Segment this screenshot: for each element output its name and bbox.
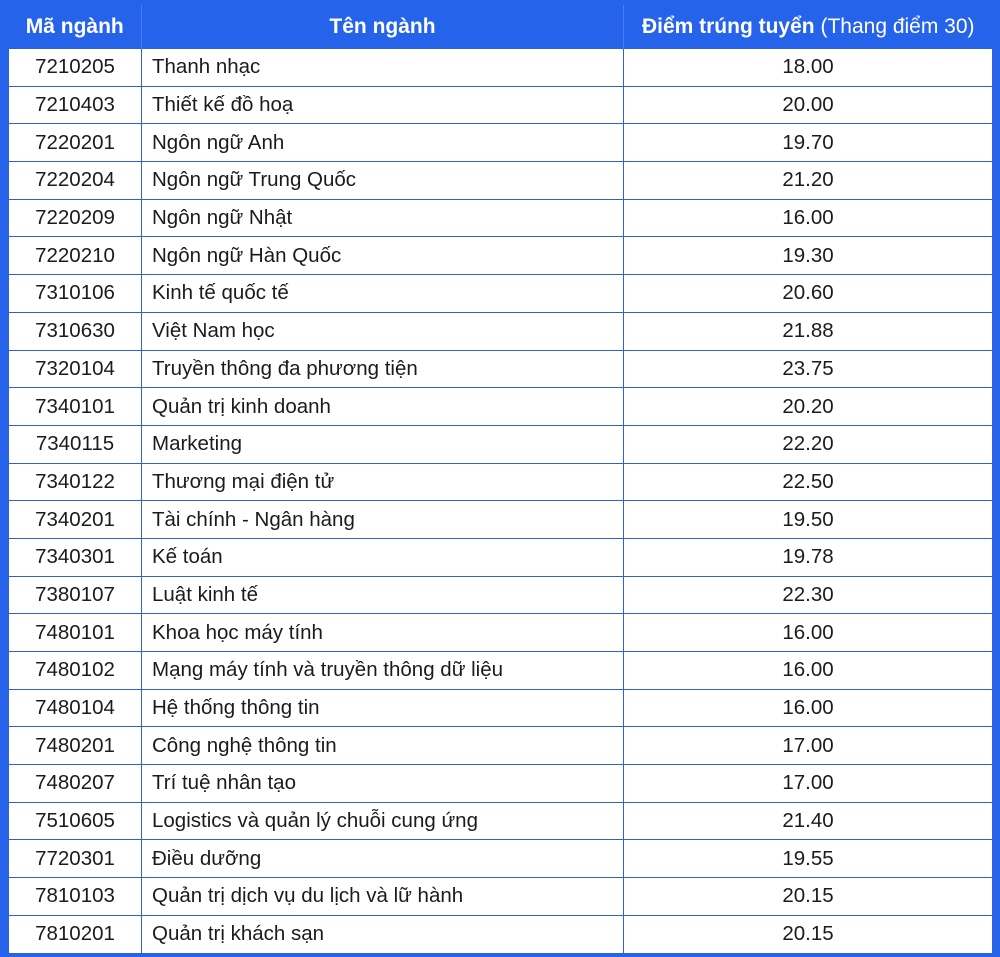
row-score: 20.60 [624,275,993,313]
table-row [9,765,993,803]
row-name: Mạng máy tính và truyền thông dữ liệu [142,652,624,690]
row-score: 22.30 [624,576,993,614]
row-score: 20.15 [624,878,993,916]
row-code: 7220209 [9,199,142,237]
row-code: 7340301 [9,538,142,576]
row-code: 7210403 [9,86,142,124]
row-name: Ngôn ngữ Trung Quốc [142,162,624,200]
row-score: 20.00 [624,86,993,124]
table-row [9,199,993,237]
row-name: Quản trị kinh doanh [142,388,624,426]
table-row [9,425,993,463]
row-score: 23.75 [624,350,993,388]
row-name: Kế toán [142,538,624,576]
table-row [9,124,993,162]
row-score: 19.70 [624,124,993,162]
row-code: 7340201 [9,501,142,539]
header-code: Mã ngành [9,5,142,49]
row-name: Thương mại điện tử [142,463,624,501]
admission-scores-table-container [8,5,992,954]
row-score: 16.00 [624,689,993,727]
table-row [9,652,993,690]
row-name: Thiết kế đồ hoạ [142,86,624,124]
row-code: 7210205 [9,49,142,87]
table-row [9,689,993,727]
row-code: 7310630 [9,312,142,350]
row-code: 7480101 [9,614,142,652]
row-code: 7480102 [9,652,142,690]
row-name: Ngôn ngữ Hàn Quốc [142,237,624,275]
row-code: 7720301 [9,840,142,878]
header-score [624,5,993,49]
row-code: 7340115 [9,425,142,463]
row-name: Hệ thống thông tin [142,689,624,727]
row-code: 7480104 [9,689,142,727]
row-name: Ngôn ngữ Anh [142,124,624,162]
row-code: 7340101 [9,388,142,426]
table-row [9,501,993,539]
table-body [9,49,993,954]
row-code: 7220210 [9,237,142,275]
table-row [9,878,993,916]
row-score: 20.20 [624,388,993,426]
row-name: Việt Nam học [142,312,624,350]
row-name: Quản trị dịch vụ du lịch và lữ hành [142,878,624,916]
row-code: 7320104 [9,350,142,388]
table-header-row [9,5,993,49]
table-row [9,614,993,652]
row-score: 22.20 [624,425,993,463]
row-score: 17.00 [624,765,993,803]
row-score: 21.40 [624,802,993,840]
table-row [9,388,993,426]
table-row [9,802,993,840]
row-score: 19.30 [624,237,993,275]
row-code: 7380107 [9,576,142,614]
row-name: Tài chính - Ngân hàng [142,501,624,539]
header-score-title: Điểm trúng tuyển [641,14,815,38]
row-name: Marketing [142,425,624,463]
row-score: 19.50 [624,501,993,539]
header-score-scale: (Thang điểm 30) [814,14,975,38]
table-row [9,840,993,878]
row-score: 19.55 [624,840,993,878]
row-score: 20.15 [624,915,993,953]
row-name: Quản trị khách sạn [142,915,624,953]
row-score: 19.78 [624,538,993,576]
row-score: 22.50 [624,463,993,501]
row-code: 7480201 [9,727,142,765]
row-name: Trí tuệ nhân tạo [142,765,624,803]
table-row [9,162,993,200]
table-row [9,538,993,576]
table-row [9,727,993,765]
table-row [9,350,993,388]
table-row [9,275,993,313]
row-name: Logistics và quản lý chuỗi cung ứng [142,802,624,840]
table-row [9,237,993,275]
row-name: Khoa học máy tính [142,614,624,652]
row-name: Truyền thông đa phương tiện [142,350,624,388]
header-name: Tên ngành [142,5,624,49]
row-name: Thanh nhạc [142,49,624,87]
row-code: 7480207 [9,765,142,803]
table-row [9,576,993,614]
row-score: 21.88 [624,312,993,350]
row-name: Kinh tế quốc tế [142,275,624,313]
row-name: Ngôn ngữ Nhật [142,199,624,237]
row-code: 7310106 [9,275,142,313]
row-score: 18.00 [624,49,993,87]
table-row [9,915,993,953]
table-row [9,463,993,501]
admission-scores-table [8,5,993,954]
row-score: 21.20 [624,162,993,200]
row-code: 7810103 [9,878,142,916]
row-score: 16.00 [624,652,993,690]
table-row [9,312,993,350]
row-name: Điều dưỡng [142,840,624,878]
row-score: 16.00 [624,199,993,237]
row-score: 16.00 [624,614,993,652]
row-name: Luật kinh tế [142,576,624,614]
row-code: 7220204 [9,162,142,200]
table-row [9,49,993,87]
row-code: 7510605 [9,802,142,840]
row-name: Công nghệ thông tin [142,727,624,765]
row-code: 7340122 [9,463,142,501]
row-code: 7220201 [9,124,142,162]
table-row [9,86,993,124]
row-code: 7810201 [9,915,142,953]
row-score: 17.00 [624,727,993,765]
